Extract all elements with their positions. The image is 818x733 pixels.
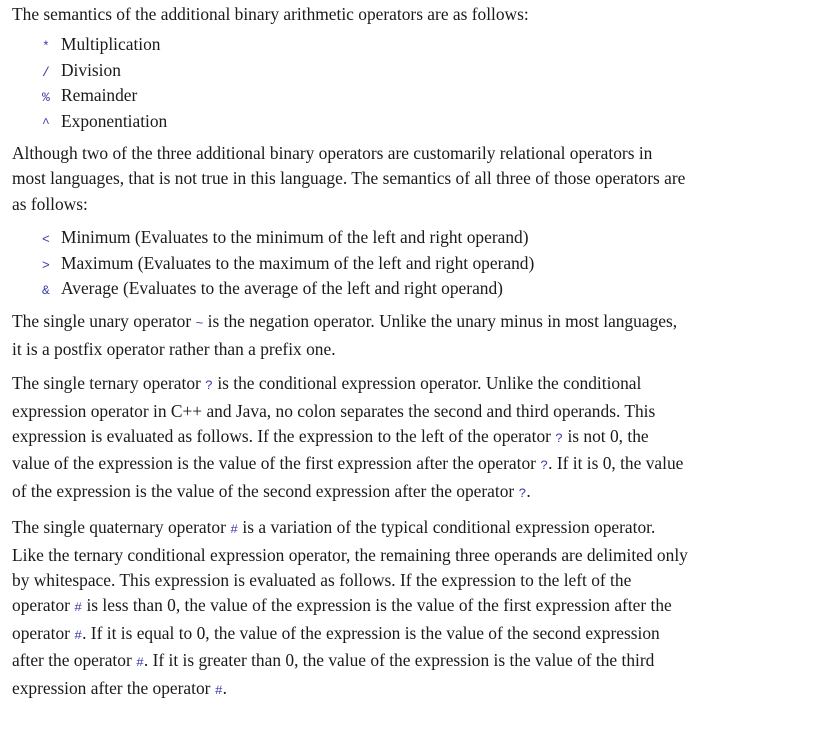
text-line: expression operator in C++ and Java, no colon separates the second and third operands. This xyxy=(12,400,656,421)
text-fragment: is not 0, the xyxy=(563,425,649,446)
ternary-operator-code: ? xyxy=(555,430,564,446)
text-fragment: . xyxy=(222,677,227,698)
arithmetic-operator-list xyxy=(42,32,802,134)
unary-operator-code: ~ xyxy=(195,316,204,332)
text-fragment: is the negation operator. Unlike the unary minus in most languages, xyxy=(203,311,678,332)
text-fragment: value of the expression is the value of the first expression after the operator xyxy=(12,453,541,474)
text-fragment: expression after the operator xyxy=(12,677,215,698)
list-item xyxy=(42,251,802,276)
unary-operator-paragraph xyxy=(12,309,802,362)
operator-symbol: ^ xyxy=(42,115,50,131)
text-fragment: The single quaternary operator xyxy=(12,517,231,538)
binary-operators-intro-paragraph xyxy=(12,141,802,217)
list-item xyxy=(42,83,802,108)
text-fragment: . If it is equal to 0, the value of the expression is the value of the second expression xyxy=(82,622,660,643)
quaternary-operator-code: # xyxy=(74,627,83,643)
operator-description: Minimum (Evaluates to the minimum of the left and right operand) xyxy=(61,227,529,248)
text-line: it is a postfix operator rather than a prefix one. xyxy=(12,338,336,359)
text-fragment: . xyxy=(526,480,531,501)
list-item xyxy=(42,276,802,301)
text-fragment: The single unary operator xyxy=(12,311,196,332)
quaternary-operator-paragraph xyxy=(12,515,802,703)
list-item xyxy=(42,32,802,57)
text-line: as follows: xyxy=(12,193,88,214)
quaternary-operator-code: # xyxy=(74,600,83,616)
operator-description: Division xyxy=(61,59,121,80)
binary-operator-list xyxy=(42,225,802,301)
text-fragment: . If it is greater than 0, the value of the expression is the value of the third xyxy=(143,650,655,671)
text-fragment: operator xyxy=(12,595,75,616)
operator-description: Remainder xyxy=(61,85,138,106)
text-fragment: is less than 0, the value of the expression is the value of the first expression after the xyxy=(82,595,672,616)
operator-symbol: / xyxy=(42,64,50,80)
operator-description: Exponentiation xyxy=(61,110,168,131)
text-line: most languages, that is not true in this language. The semantics of all three of those operators are xyxy=(12,168,686,189)
quaternary-operator-code: # xyxy=(230,522,239,538)
ternary-operator-code: ? xyxy=(540,458,549,474)
text-line: Like the ternary conditional expression operator, the remaining three operands are delimited only xyxy=(12,544,688,565)
operator-symbol: < xyxy=(42,232,50,248)
text-fragment: after the operator xyxy=(12,650,137,671)
operator-symbol: % xyxy=(42,90,50,106)
ternary-operator-paragraph xyxy=(12,371,802,506)
operator-symbol: > xyxy=(42,257,50,273)
list-item xyxy=(42,58,802,83)
text-fragment: The single ternary operator xyxy=(12,373,206,394)
list-item xyxy=(42,225,802,250)
text-fragment: is the conditional expression operator. Unlike the conditional xyxy=(212,373,642,394)
operator-symbol: & xyxy=(42,282,50,298)
text-fragment: expression is evaluated as follows. If the expression to the left of the operator xyxy=(12,425,556,446)
operator-description: Multiplication xyxy=(61,34,161,55)
text-line: Although two of the three additional binary operators are customarily relational operators in xyxy=(12,142,653,163)
text-fragment: of the expression is the value of the second expression after the operator xyxy=(12,480,519,501)
text-fragment: is a variation of the typical conditional expression operator. xyxy=(238,517,656,538)
operator-description: Average (Evaluates to the average of the left and right operand) xyxy=(61,277,503,298)
arithmetic-intro-paragraph: The semantics of the additional binary arithmetic operators are as follows: xyxy=(12,4,529,24)
ternary-operator-code: ? xyxy=(205,378,213,394)
text-line: by whitespace. This expression is evaluated as follows. If the expression to the left of the xyxy=(12,570,632,591)
quaternary-operator-code: # xyxy=(136,655,144,671)
operator-symbol: * xyxy=(42,39,50,55)
text-fragment: operator xyxy=(12,622,75,643)
ternary-operator-code: ? xyxy=(518,485,527,501)
text-fragment: . If it is 0, the value xyxy=(548,453,684,474)
quaternary-operator-code: # xyxy=(214,682,223,698)
list-item xyxy=(42,109,802,134)
operator-description: Maximum (Evaluates to the maximum of the left and right operand) xyxy=(61,252,535,273)
